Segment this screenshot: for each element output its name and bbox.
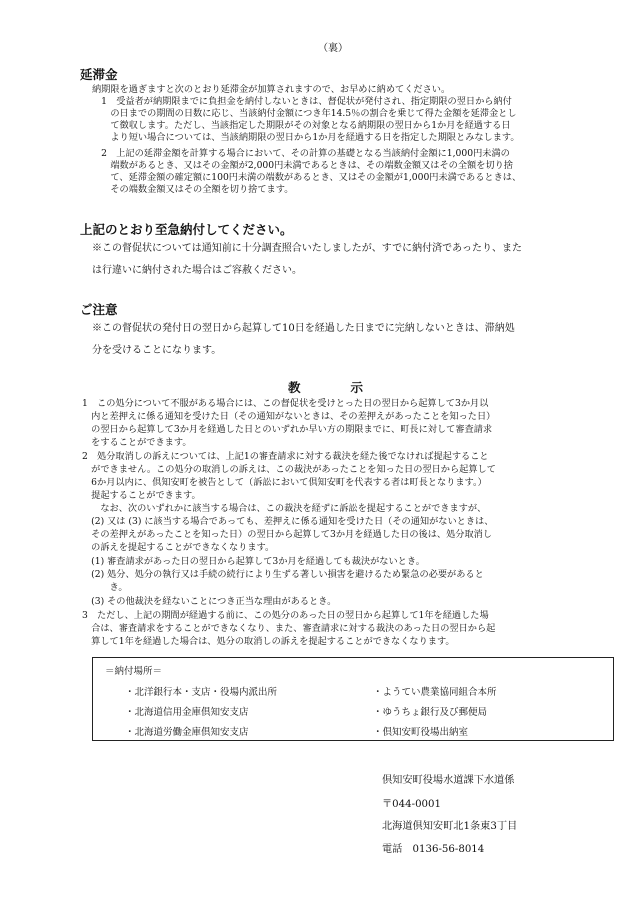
pay-now-title: 上記のとおり至急納付してください。 (80, 222, 293, 237)
text-line: その差押えがあったことを知った日）の翌日から起算して3か月を経過した日の後は、処分取消し (82, 529, 493, 540)
text-line: 合は、審査請求をすることができなくなり、また、審査請求に対する裁決のあった日の翌日から起 (82, 623, 496, 634)
text-line: き。 (82, 582, 128, 593)
text-line: 納期限を過ぎますと次のとおり延滞金が加算されますので、お早めに納めてください。 (92, 84, 451, 95)
instruction-title: 教 示 (288, 380, 364, 395)
caution-title: ご注意 (80, 302, 118, 317)
text-line: 分を受けることになります。 (92, 345, 222, 356)
postal-code: 〒044-0001 (382, 799, 442, 810)
text-line: ※この督促状の発付日の翌日から起算して10日を経過した日までに完納しないときは、滞納処 (92, 323, 515, 334)
text-line: の翌日から起算して3か月を経過した日とのいずれか早い方の期限までに、町長に対して審査請求 (82, 424, 493, 435)
text-line: (3) その他裁決を経ないことにつき正当な理由があるとき。 (82, 596, 337, 607)
text-line: (2) 又は (3) に該当する場合であっても、差押えに係る通知を受けた日（その通知がないときは、 (82, 516, 494, 527)
payment-place-item: ・倶知安町役場出納室 (373, 727, 469, 738)
phone-number: 電話 0136-56-8014 (382, 844, 485, 855)
text-line: ※この督促状については通知前に十分調査照合いたしましたが、すでに納付済であったり、また (92, 243, 522, 254)
text-line: 2 上記の延滞金額を計算する場合において、その計算の基礎となる当該納付金額に1,000円未満の (92, 148, 510, 159)
text-line: その端数金額又はその全額を切り捨てます。 (92, 184, 294, 195)
text-line: 端数があるとき、又はその金額が2,000円未満であるときは、その端数金額又はその全額を切り捨 (92, 160, 513, 171)
payment-place-item: ・ようてい農業協同組合本所 (373, 687, 497, 698)
payment-places-box (92, 657, 614, 741)
department-name: 倶知安町役場水道課下水道係 (382, 775, 515, 786)
text-line: 1 受益者が納期限までに負担金を納付しないときは、督促状が発付され、指定期限の翌日から納付 (92, 96, 512, 107)
late-fee-title: 延滞金 (80, 67, 118, 82)
text-line: 2 処分取消しの訴えについては、上記1の審査請求に対する裁決を経た後でなければ提起すること (82, 451, 489, 462)
address: 北海道倶知安町北1条東3丁目 (382, 821, 518, 832)
text-line: の日までの期間の日数に応じ、当該納付金額につき年14.5％の割合を乗じて得た金額を延滞金とし (92, 108, 517, 119)
text-line: より短い場合については、当該納期限の翌日から1か月を経過する日を指定した期限とみなします。 (92, 132, 520, 143)
text-line: 算して1年を経過した場合は、処分の取消しの訴えを提起することができなくなります。 (82, 636, 455, 647)
text-line: 内と差押えに係る通知を受けた日（その通知がないときは、その差押えがあったことを知った日） (82, 411, 496, 422)
text-line: をすることができます。 (82, 437, 192, 448)
payment-places-title: ＝納付場所＝ (105, 666, 163, 677)
side-label: （裏） (318, 43, 348, 54)
text-line: て、延滞金額の確定額に100円未満の端数があるとき、又はその金額が1,000円未満であるときは、 (92, 172, 522, 183)
text-line: の訴えを提起することができなくなります。 (82, 542, 275, 553)
text-line: て徴収します。ただし、当該指定した期限がその対象となる納期限の翌日から1か月を経過する日 (92, 120, 511, 131)
text-line: なお、次のいずれかに該当する場合は、この裁決を経ずに訴訟を提起することができますが、 (82, 503, 487, 514)
text-line: 3 ただし、上記の期間が経過する前に、この処分のあった日の翌日から起算して1年を経過した場 (82, 610, 489, 621)
text-line: 1 この処分について不服がある場合には、この督促状を受けとった日の翌日から起算して3か月以 (82, 398, 489, 409)
text-line: は行違いに納付された場合はご容赦ください。 (92, 265, 302, 276)
text-line: 提起することができます。 (82, 490, 201, 501)
payment-place-item: ・北洋銀行本・支店・役場内派出所 (125, 687, 278, 698)
payment-place-item: ・北海道信用金庫倶知安支店 (125, 707, 249, 718)
payment-place-item: ・北海道労働金庫倶知安支店 (125, 727, 249, 738)
text-line: 6か月以内に、倶知安町を被告として（訴訟において倶知安町を代表する者は町長となります。） (82, 477, 487, 488)
payment-place-item: ・ゆうちょ銀行及び郵便局 (373, 707, 488, 718)
text-line: (2) 処分、処分の執行又は手続の続行により生ずる著しい損害を避けるため緊急の必要があると (82, 569, 484, 580)
text-line: (1) 審査請求があった日の翌日から起算して3か月を経過しても裁決がないとき。 (82, 556, 425, 567)
text-line: ができません。この処分の取消しの訴えは、この裁決があったことを知った日の翌日から起算して (82, 464, 496, 475)
